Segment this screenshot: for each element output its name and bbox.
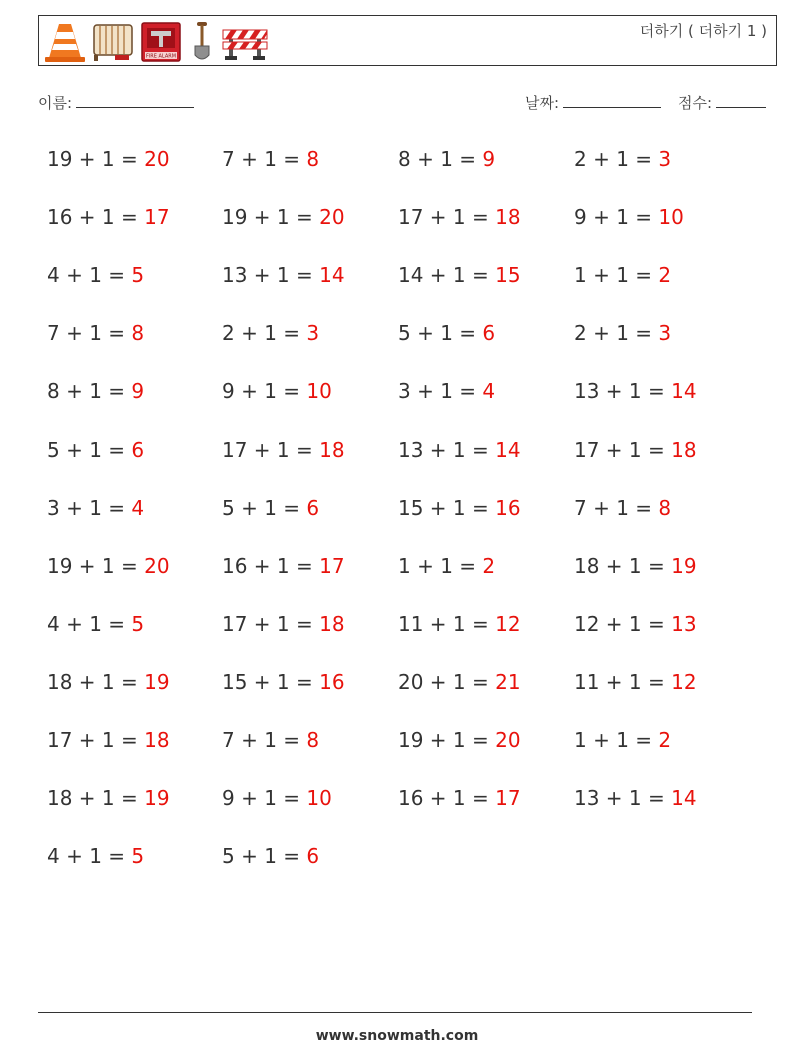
- problem-answer: 20: [319, 205, 345, 230]
- problem-question: 13 + 1 =: [222, 263, 320, 288]
- fire-hose-icon: [91, 20, 135, 64]
- problem-question: 5 + 1 =: [398, 321, 483, 346]
- name-field: [38, 92, 194, 113]
- problem-question: 7 + 1 =: [47, 321, 132, 346]
- problem-item: [222, 205, 345, 229]
- problem-question: 5 + 1 =: [222, 495, 307, 520]
- problem-question: 14 + 1 =: [398, 263, 496, 288]
- problem-question: 17 + 1 =: [574, 437, 672, 462]
- problem-question: 7 + 1 =: [222, 728, 307, 752]
- worksheet-title: 더하기 ( 더하기 1 ): [639, 22, 767, 40]
- problem-item: [47, 438, 144, 462]
- problem-question: 2 + 1 =: [222, 321, 307, 346]
- problem-item: [398, 728, 521, 752]
- problem-answer: 14: [671, 379, 697, 404]
- problem-item: [47, 205, 170, 229]
- problem-question: 13 + 1 =: [574, 379, 672, 404]
- problem-item: [222, 321, 319, 345]
- problem-answer: 18: [319, 437, 345, 462]
- problem-item: [398, 263, 521, 287]
- problem-item: [574, 205, 684, 229]
- problem-item: [222, 263, 345, 287]
- problem-item: [574, 612, 697, 636]
- problem-answer: 19: [144, 669, 170, 694]
- problem-answer: 12: [495, 611, 521, 636]
- problem-item: [222, 554, 345, 578]
- problem-question: 9 + 1 =: [222, 786, 307, 811]
- problem-answer: 3: [306, 321, 320, 346]
- problem-question: 15 + 1 =: [398, 495, 496, 520]
- problem-answer: 10: [306, 786, 332, 811]
- problem-item: [574, 321, 671, 345]
- problem-question: 1 + 1 =: [574, 728, 659, 752]
- problem-question: 4 + 1 =: [47, 844, 132, 869]
- date-label: 날짜:: [525, 94, 560, 112]
- problem-question: 4 + 1 =: [47, 263, 132, 288]
- problem-answer: 16: [495, 495, 521, 520]
- date-field: [525, 92, 661, 113]
- problem-item: [47, 554, 170, 578]
- problem-question: 19 + 1 =: [222, 205, 320, 230]
- problem-answer: 12: [671, 669, 697, 694]
- problem-question: 2 + 1 =: [574, 147, 659, 171]
- problem-question: 19 + 1 =: [47, 147, 145, 171]
- problem-item: [398, 321, 495, 345]
- problem-question: 4 + 1 =: [47, 611, 132, 636]
- problem-item: [47, 147, 170, 171]
- problem-question: 7 + 1 =: [222, 147, 307, 171]
- problem-item: [574, 379, 697, 403]
- problem-answer: 9: [482, 147, 496, 171]
- problem-question: 13 + 1 =: [398, 437, 496, 462]
- problem-item: [47, 263, 144, 287]
- problem-answer: 5: [131, 844, 145, 869]
- problem-answer: 15: [495, 263, 521, 288]
- problem-answer: 17: [495, 786, 521, 811]
- problem-answer: 19: [144, 786, 170, 811]
- problem-item: [574, 554, 697, 578]
- problem-question: 19 + 1 =: [398, 728, 496, 752]
- problem-answer: 6: [306, 844, 320, 869]
- problem-answer: 13: [671, 611, 697, 636]
- problem-question: 5 + 1 =: [47, 437, 132, 462]
- problem-answer: 10: [658, 205, 684, 230]
- problem-question: 17 + 1 =: [47, 728, 145, 752]
- problem-answer: 4: [482, 379, 496, 404]
- problem-item: [574, 670, 697, 694]
- problem-item: [574, 438, 697, 462]
- name-blank: [76, 93, 194, 108]
- problem-question: 5 + 1 =: [222, 844, 307, 869]
- problem-question: 3 + 1 =: [398, 379, 483, 404]
- problem-answer: 17: [144, 205, 170, 230]
- problem-question: 1 + 1 =: [398, 553, 483, 578]
- problem-answer: 10: [306, 379, 332, 404]
- problem-answer: 8: [658, 495, 672, 520]
- worksheet-header: [38, 15, 777, 66]
- problem-item: [398, 496, 521, 520]
- problem-answer: 18: [144, 728, 170, 752]
- problem-answer: 21: [495, 669, 521, 694]
- problem-item: [222, 844, 319, 868]
- name-label: 이름:: [38, 94, 73, 112]
- problem-question: 18 + 1 =: [47, 786, 145, 811]
- problem-item: [47, 844, 144, 868]
- score-field: [678, 92, 766, 113]
- footer-url: www.snowmath.com: [315, 1028, 479, 1044]
- problem-item: [574, 496, 671, 520]
- problem-item: [574, 728, 671, 752]
- problem-answer: 6: [131, 437, 145, 462]
- problem-item: [398, 612, 521, 636]
- problem-answer: 2: [482, 553, 496, 578]
- problem-answer: 5: [131, 263, 145, 288]
- problem-item: [398, 554, 495, 578]
- problem-answer: 8: [131, 321, 145, 346]
- problem-answer: 3: [658, 321, 672, 346]
- problem-item: [574, 786, 697, 810]
- problem-item: [47, 379, 144, 403]
- problem-item: [222, 496, 319, 520]
- problem-question: 11 + 1 =: [398, 611, 496, 636]
- problem-question: 16 + 1 =: [47, 205, 145, 230]
- problem-answer: 19: [671, 553, 697, 578]
- problem-question: 8 + 1 =: [47, 379, 132, 404]
- problem-answer: 8: [306, 147, 320, 171]
- problem-item: [222, 147, 319, 171]
- problem-question: 3 + 1 =: [47, 495, 132, 520]
- problem-question: 18 + 1 =: [47, 669, 145, 694]
- problem-question: 17 + 1 =: [222, 611, 320, 636]
- score-label: 점수:: [678, 94, 713, 112]
- problem-question: 11 + 1 =: [574, 669, 672, 694]
- problem-question: 20 + 1 =: [398, 669, 496, 694]
- problem-item: [47, 321, 144, 345]
- problem-answer: 20: [495, 728, 521, 752]
- problem-answer: 18: [319, 611, 345, 636]
- problem-item: [47, 728, 170, 752]
- problem-answer: 2: [658, 728, 672, 752]
- problem-question: 16 + 1 =: [222, 553, 320, 578]
- problem-question: 12 + 1 =: [574, 611, 672, 636]
- shovel-icon: [187, 20, 217, 64]
- problem-item: [47, 612, 144, 636]
- problem-item: [398, 379, 495, 403]
- problem-item: [222, 438, 345, 462]
- problem-item: [574, 263, 671, 287]
- problem-answer: 3: [658, 147, 672, 171]
- problem-answer: 14: [495, 437, 521, 462]
- fire-alarm-label: FIRE ALARM: [145, 53, 177, 59]
- problem-answer: 20: [144, 553, 170, 578]
- problem-question: 9 + 1 =: [574, 205, 659, 230]
- problem-item: [222, 379, 332, 403]
- problem-item: [47, 786, 170, 810]
- footer-divider: [38, 1012, 752, 1013]
- problem-answer: 18: [495, 205, 521, 230]
- problem-question: 1 + 1 =: [574, 263, 659, 288]
- problem-item: [398, 670, 521, 694]
- problem-answer: 18: [671, 437, 697, 462]
- problem-item: [47, 496, 144, 520]
- problem-item: [222, 786, 332, 810]
- problem-answer: 14: [319, 263, 345, 288]
- problem-item: [222, 670, 345, 694]
- problem-answer: 20: [144, 147, 170, 171]
- problem-question: 15 + 1 =: [222, 669, 320, 694]
- problem-answer: 6: [306, 495, 320, 520]
- problem-answer: 2: [658, 263, 672, 288]
- problem-item: [398, 438, 521, 462]
- problem-question: 17 + 1 =: [398, 205, 496, 230]
- header-icons: [43, 19, 269, 64]
- problem-question: 17 + 1 =: [222, 437, 320, 462]
- problem-item: [47, 670, 170, 694]
- problem-question: 7 + 1 =: [574, 495, 659, 520]
- problem-item: [574, 147, 671, 171]
- traffic-cone-icon: [43, 20, 87, 64]
- problem-item: [398, 147, 495, 171]
- road-barrier-icon: [221, 20, 269, 64]
- problem-question: 2 + 1 =: [574, 321, 659, 346]
- problem-answer: 17: [319, 553, 345, 578]
- problem-question: 8 + 1 =: [398, 147, 483, 171]
- problem-question: 18 + 1 =: [574, 553, 672, 578]
- problem-item: [222, 612, 345, 636]
- problem-answer: 4: [131, 495, 145, 520]
- problem-question: 13 + 1 =: [574, 786, 672, 811]
- problem-question: 16 + 1 =: [398, 786, 496, 811]
- problem-item: [222, 728, 319, 752]
- problem-question: 9 + 1 =: [222, 379, 307, 404]
- problem-answer: 9: [131, 379, 145, 404]
- problem-answer: 16: [319, 669, 345, 694]
- problem-answer: 5: [131, 611, 145, 636]
- problem-item: [398, 205, 521, 229]
- problem-question: 19 + 1 =: [47, 553, 145, 578]
- problem-answer: 8: [306, 728, 320, 752]
- problem-answer: 6: [482, 321, 496, 346]
- score-blank: [716, 93, 766, 108]
- fire-alarm-icon: [139, 20, 183, 64]
- problem-item: [398, 786, 521, 810]
- problem-answer: 14: [671, 786, 697, 811]
- date-blank: [563, 93, 661, 108]
